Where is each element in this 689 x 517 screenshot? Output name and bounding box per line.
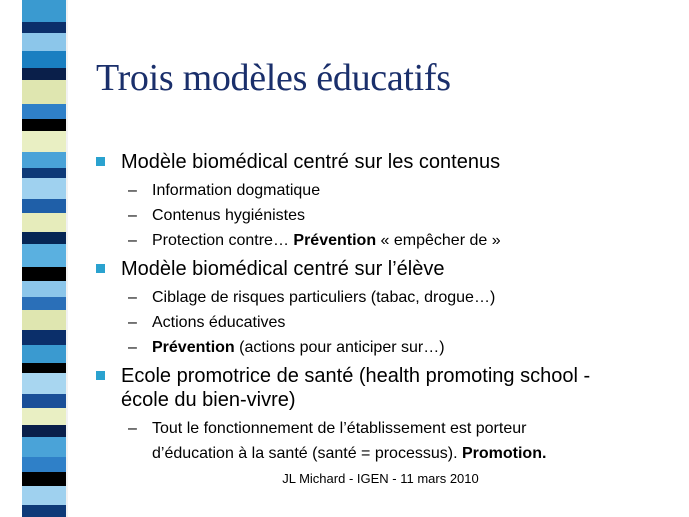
- list-item: [96, 335, 669, 360]
- slide-title: Trois modèles éducatifs: [96, 57, 451, 99]
- section-heading-text: Modèle biomédical centré sur l’élève: [121, 258, 445, 280]
- list-item-text: Actions éducatives: [152, 314, 286, 331]
- list-item: [96, 310, 669, 335]
- list-item-text: (actions pour anticiper sur…): [234, 339, 445, 356]
- dash-bullet-icon: –: [128, 289, 137, 306]
- list-item-text: Contenus hygiénistes: [152, 207, 305, 224]
- section-heading-biomedical-student: [96, 257, 669, 281]
- bold-keyword: Prévention: [293, 232, 377, 249]
- decorative-color-stripe: [22, 0, 66, 517]
- list-item: [96, 285, 669, 310]
- dash-bullet-icon: –: [128, 314, 137, 331]
- bold-keyword: Prévention: [152, 339, 235, 356]
- dash-bullet-icon: –: [128, 182, 137, 199]
- section-heading-text: école du bien-vivre): [121, 389, 296, 411]
- list-item-text: Tout le fonctionnement de l’établissement est porteur: [152, 420, 527, 437]
- square-bullet-icon: [96, 371, 105, 380]
- list-item-text: Ciblage de risques particuliers (tabac, drogue…): [152, 289, 496, 306]
- sub-list: [96, 285, 669, 360]
- list-item: [96, 203, 669, 228]
- dash-bullet-icon: –: [128, 232, 137, 249]
- list-item-text: Information dogmatique: [152, 182, 321, 199]
- dash-bullet-icon: –: [128, 207, 137, 224]
- list-item: [96, 178, 669, 203]
- list-item-text: Protection contre…: [152, 232, 294, 249]
- slide-content: [96, 150, 669, 470]
- square-bullet-icon: [96, 157, 105, 166]
- square-bullet-icon: [96, 264, 105, 273]
- list-item-text: « empêcher de »: [376, 232, 501, 249]
- section-heading-health-promoting-school: [96, 364, 669, 412]
- slide-footer: JL Michard - IGEN - 11 mars 2010: [282, 471, 479, 486]
- list-item-text: d’éducation à la santé (santé = processus).: [152, 445, 462, 462]
- sub-list: [96, 178, 669, 253]
- section-heading-biomedical-contents: [96, 150, 669, 174]
- list-item: [96, 416, 669, 466]
- section-heading-text: Modèle biomédical centré sur les contenus: [121, 151, 501, 173]
- section-heading-text: Ecole promotrice de santé (health promoting school -: [121, 365, 591, 387]
- bold-keyword: Promotion.: [461, 445, 547, 462]
- dash-bullet-icon: –: [128, 339, 137, 356]
- dash-bullet-icon: –: [128, 420, 137, 437]
- sub-list: [96, 416, 669, 466]
- list-item: [96, 228, 669, 253]
